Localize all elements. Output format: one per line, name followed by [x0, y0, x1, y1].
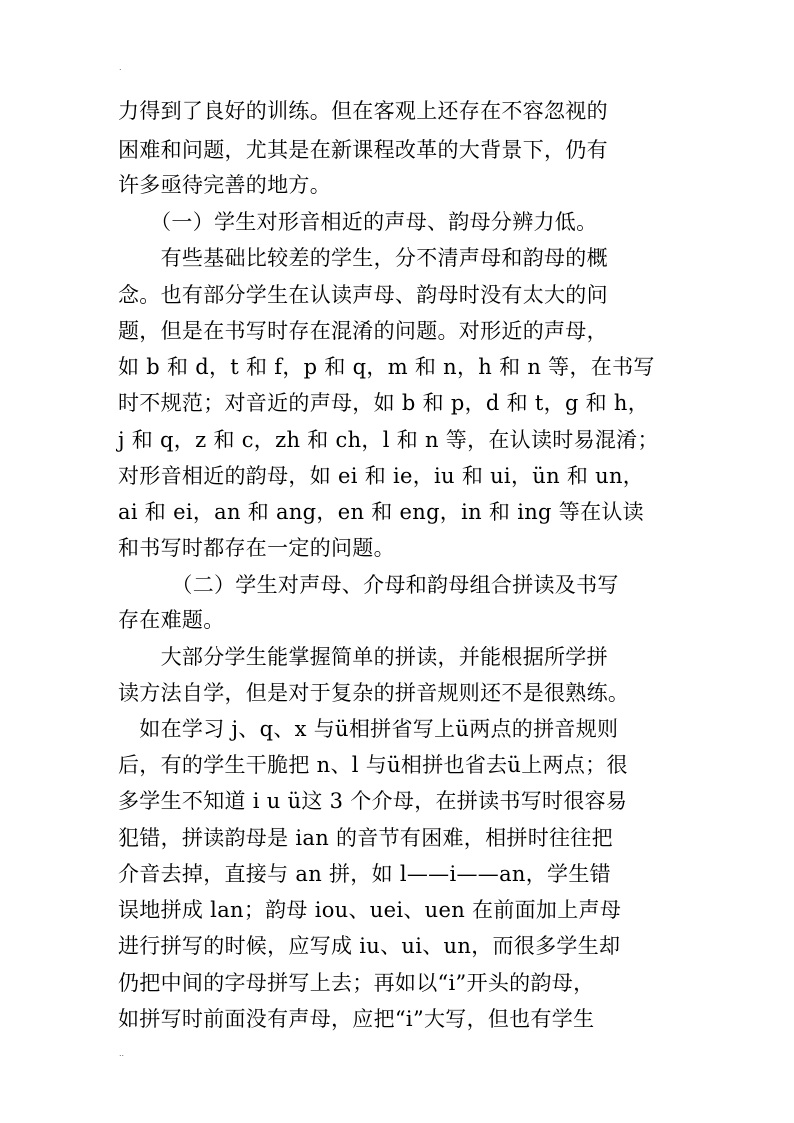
- text-line: 仍把中间的字母拼写上去；再如以“i”开头的韵母，: [118, 971, 595, 995]
- text-line: 如在学习 j、q、x 与ü相拼省写上ü两点的拼音规则: [118, 717, 619, 741]
- text-line: j 和 q，z 和 c，zh 和 ch，l 和 n 等，在认读时易混淆；: [118, 428, 659, 452]
- text-line: 时不规范；对音近的声母，如 b 和 p，d 和 t，g 和 h，: [118, 391, 650, 415]
- page-mark-bottom: ..: [119, 1049, 125, 1058]
- text-line: 存在难题。: [118, 608, 225, 632]
- text-line: 进行拼写的时候，应写成 iu、ui、un，而很多学生却: [118, 934, 621, 958]
- section-heading-2: （二）学生对声母、介母和韵母组合拼读及书写: [118, 573, 619, 597]
- text-line: 如拼写时前面没有声母，应把“i”大写，但也有学生: [118, 1007, 595, 1031]
- page-mark-top: .: [119, 63, 122, 72]
- text-line: 大部分学生能掌握简单的拼读，并能根据所学拼: [118, 645, 608, 669]
- text-line: 困难和问题，尤其是在新课程改革的大背景下，仍有: [118, 138, 608, 162]
- text-line: 读方法自学，但是对于复杂的拼音规则还不是很熟练。: [118, 681, 630, 705]
- text-line: 和书写时都存在一定的问题。: [118, 536, 395, 560]
- section-heading-1: （一）学生对形音相近的声母、韵母分辨力低。: [118, 210, 598, 234]
- text-line: 念。也有部分学生在认读声母、韵母时没有太大的问: [118, 283, 608, 307]
- text-line: 犯错，拼读韵母是 ian 的音节有困难，相拼时往往把: [118, 826, 613, 850]
- text-line: 介音去掉，直接与 an 拼，如 l——i——an，学生错: [118, 862, 611, 886]
- text-line: 误地拼成 lan；韵母 iou、uei、uen 在前面加上声母: [118, 898, 622, 922]
- text-line: 许多亟待完善的地方。: [118, 173, 331, 197]
- text-line: 后，有的学生干脆把 n、l 与ü相拼也省去ü上两点；很: [118, 753, 628, 777]
- text-line: 对形音相近的韵母，如 ei 和 ie，iu 和 ui，ün 和 un，: [118, 464, 645, 488]
- text-line: 有些基础比较差的学生，分不清声母和韵母的概: [118, 246, 608, 270]
- text-line: 如 b 和 d，t 和 f，p 和 q，m 和 n，h 和 n 等，在书写: [118, 355, 655, 379]
- text-line: 力得到了良好的训练。但在客观上还存在不容忽视的: [118, 99, 608, 123]
- text-line: 题，但是在书写时存在混淆的问题。对形近的声母，: [118, 319, 608, 343]
- text-line: ai 和 ei，an 和 ang，en 和 eng，in 和 ing 等在认读: [118, 500, 644, 524]
- text-line: 多学生不知道 i u ü这 3 个介母，在拼读书写时很容易: [118, 789, 628, 813]
